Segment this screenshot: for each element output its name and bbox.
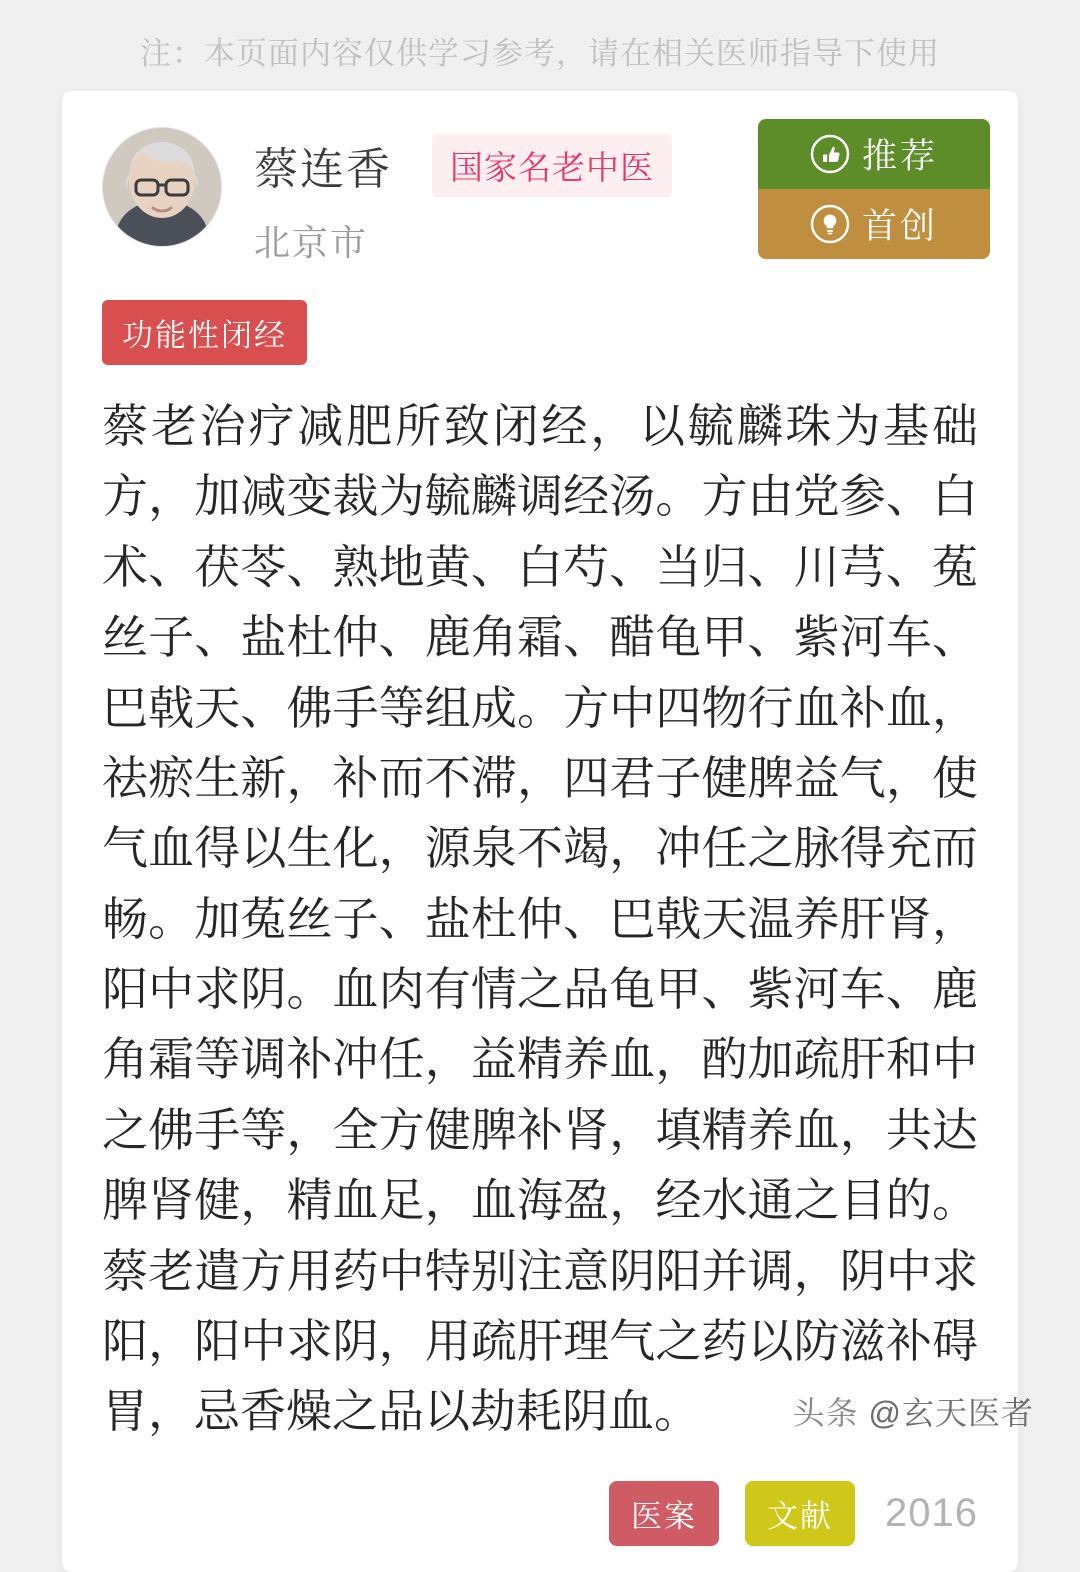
avatar[interactable] [102, 127, 222, 247]
doctor-name-row [254, 133, 672, 197]
tag-medical-case[interactable]: 医案 [609, 1481, 719, 1546]
condition-tag: 功能性闭经 [102, 300, 307, 365]
badge-recommend[interactable] [758, 119, 990, 189]
watermark [793, 1388, 1034, 1434]
watermark-prefix: 头条 [792, 1395, 859, 1431]
honor-tag: 国家名老中医 [432, 134, 672, 197]
badge-recommend-label: 推荐 [861, 137, 938, 176]
badge-original-label: 首创 [861, 207, 938, 246]
case-body-text: 蔡老治疗减肥所致闭经，以毓麟珠为基础方，加减变裁为毓麟调经汤。方由党参、白术、茯苓、熟地黄、白芍、当归、川芎、菟丝子、盐杜仲、鹿角霜、醋龟甲、紫河车、巴戟天、佛手等组成。方中四物行血补血，祛瘀生新，补而不滞，四君子健脾益气，使气血得以生化，源泉不竭，冲任之脉得充而畅。加菟丝子、盐杜仲、巴戟天温养肝肾，阳中求阴。血肉有情之品龟甲、紫河车、鹿角霜等调补冲任，益精养血，酌加疏肝和中之佛手等，全方健脾补肾，填精养血，共达脾肾健，精血足，血海盈，经水通之目的。蔡老遣方用药中特别注意阴阳并调，阴中求阳，阳中求阴，用疏肝理气之药以防滋补碍胃，忌香燥之品以劫耗阴血。 [102, 399, 978, 1439]
lightbulb-icon [810, 204, 850, 244]
publication-year: 2016 [885, 1490, 978, 1535]
case-card [62, 91, 1018, 1572]
tag-literature[interactable]: 文献 [745, 1481, 855, 1546]
badge-stack [758, 119, 990, 259]
doctor-meta [254, 127, 672, 266]
badge-original[interactable] [758, 189, 990, 259]
watermark-brand: @玄天医者 [868, 1395, 1034, 1431]
thumbs-up-icon [810, 134, 850, 174]
card-footer [102, 1481, 978, 1546]
doctor-region: 北京市 [254, 222, 369, 263]
disclaimer-text: 注：本页面内容仅供学习参考，请在相关医师指导下使用 [140, 36, 940, 71]
doctor-name: 蔡连香 [254, 144, 392, 195]
